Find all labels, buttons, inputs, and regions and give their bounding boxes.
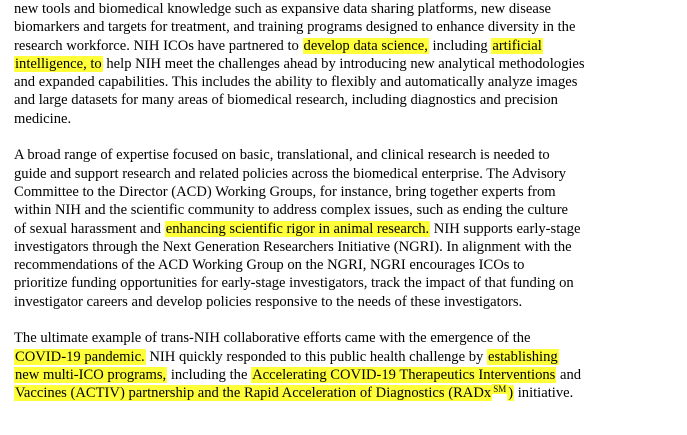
text-segment: investigator careers and develop policies responsive to the needs of these investigators. [14, 293, 523, 310]
text-segment: and [556, 366, 582, 383]
text-line [14, 293, 678, 311]
text-segment: including the [167, 366, 252, 383]
text-line [14, 0, 678, 18]
text-segment: research workforce. NIH ICOs have partnered to [14, 37, 303, 54]
text-segment: of sexual harassment and [14, 220, 165, 237]
highlighted-text: new multi-ICO programs, [15, 366, 167, 383]
document-page [14, 0, 678, 403]
text-line [14, 329, 678, 347]
text-line [14, 37, 678, 55]
highlighted-text: enhancing scientific rigor in animal research. [165, 220, 430, 237]
highlighted-text: Accelerating COVID-19 Therapeutics Interventions [252, 366, 556, 383]
highlighted-text: artificial [492, 37, 542, 54]
text-segment: and expanded capabilities. This includes the ability to flexibly and automatically analyze images [14, 74, 578, 91]
text-line [14, 274, 678, 292]
text-segment: and large datasets for many areas of biomedical research, including diagnostics and precision [14, 92, 558, 109]
highlighted-text: intelligence, to [15, 55, 102, 72]
highlighted-text: establishing [487, 348, 558, 365]
text-segment: Committee to the Director (ACD) Working Groups, for instance, bring together experts from [14, 183, 556, 200]
highlighted-text: Vaccines (ACTIV) partnership and the Rapid Acceleration of Diagnostics (RADx [15, 385, 492, 402]
text-segment: help NIH meet the challenges ahead by introducing new analytical methodologies [102, 55, 585, 72]
text-segment: The ultimate example of trans-NIH collaborative efforts came with the emergence of the [14, 330, 531, 347]
text-segment: biomarkers and targets for treatment, and training programs designed to enhance diversity in the [14, 19, 576, 36]
text-segment: A broad range of expertise focused on basic, translational, and clinical research is needed to [14, 147, 550, 164]
text-line [14, 165, 678, 183]
text-segment: new tools and biomedical knowledge such as expansive data sharing platforms, new disease [14, 1, 551, 17]
text-line [14, 18, 678, 36]
text-line [14, 238, 678, 256]
text-segment: recommendations of the ACD Working Group on the NGRI, NGRI encourages ICOs to [14, 257, 525, 274]
text-segment: guide and support research and related policies across the biomedical enterprise. The Advisory [14, 165, 567, 182]
text-line [14, 55, 678, 73]
text-segment: medicine. [14, 110, 72, 127]
text-line [14, 256, 678, 274]
text-line [14, 183, 678, 201]
text-segment: investigators through the Next Generation Researchers Initiative (NGRI). In alignment with the [14, 238, 572, 255]
paragraph-covid [14, 329, 678, 402]
paragraph-data-science [14, 0, 678, 128]
paragraph-spacer [14, 128, 678, 146]
highlighted-text: SM [493, 384, 507, 395]
highlighted-text: develop data science, [303, 37, 428, 54]
highlighted-text: COVID-19 pandemic. [15, 348, 145, 365]
text-segment: within NIH and the scientific community to address complex issues, such as ending the culture [14, 202, 569, 219]
text-segment: prioritize funding opportunities for early-stage investigators, track the impact of that funding on [14, 275, 574, 292]
paragraph-expertise [14, 146, 678, 311]
highlighted-text: ) [508, 385, 514, 402]
text-line [14, 146, 678, 164]
text-line [14, 110, 678, 128]
text-line [14, 348, 678, 366]
text-line [14, 201, 678, 219]
text-segment: including [428, 37, 492, 54]
text-segment: initiative. [514, 385, 574, 402]
text-line [14, 366, 678, 384]
paragraph-spacer [14, 311, 678, 329]
text-line [14, 73, 678, 91]
text-line [14, 384, 678, 402]
text-line [14, 91, 678, 109]
text-segment: NIH supports early-stage [430, 220, 581, 237]
text-line [14, 220, 678, 238]
text-segment: NIH quickly responded to this public health challenge by [145, 348, 487, 365]
